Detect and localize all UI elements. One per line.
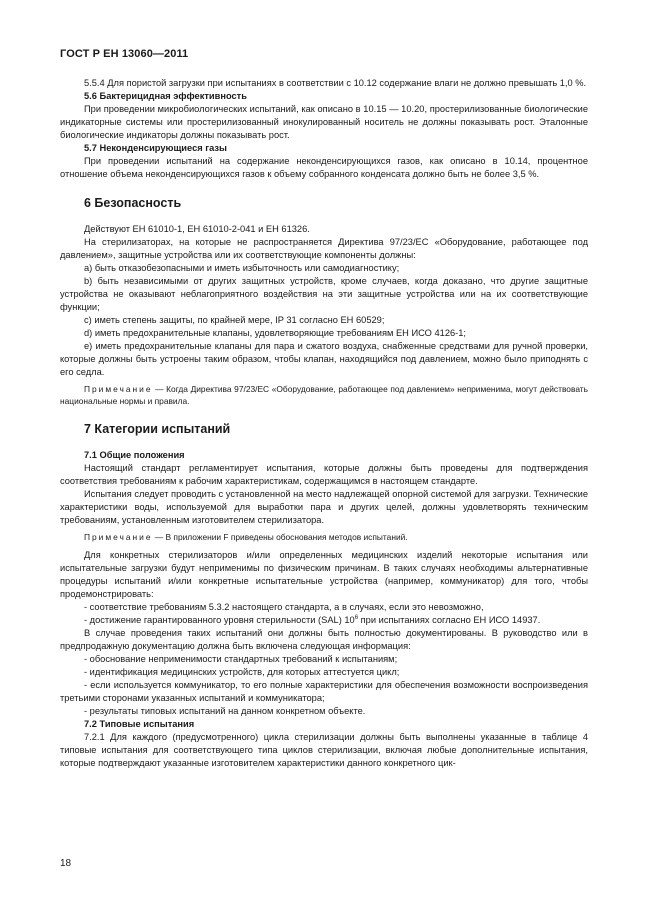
dash-item-1: - соответствие требованиям 5.3.2 настоящего стандарта, а в случаях, если это невозможно, [84,602,484,612]
paragraph-7-2-1: 7.2.1 Для каждого (предусмотренного) цикла стерилизации должны быть выполнены указанные в таблице 4 типовые испытания для соответствующего типа циклов стерилизации, включая любые дополнительные испытания, которые подтверждают указанные изготовителем характеристики данного конкретного цик- [60,732,588,768]
info-item-1: - обоснование неприменимости стандартных требований к испытаниям; [84,654,398,664]
paragraph-7-1-b: Испытания следует проводить с установленной на место надлежащей опорной системой для загрузки. Технические характеристики воды, используемой для выработки пара и других целей, должны удовлетворять техническим требованиям, установленным изготовителем стерилизатора. [60,489,588,525]
list-item-6-a: a) быть отказобезопасными и иметь избыточность или самодиагностику; [84,263,400,273]
subsection-7-1-heading: 7.1 Общие положения [84,450,185,460]
paragraph-5-6: При проведении микробиологических испытаний, как описано в 10.15 — 10.20, простерилизованные биологические индикаторные системы или простерилизованный инокулированный носитель не должны показывать рост. Эталонные биологические индикаторы должны показывать рост. [60,104,588,140]
subsection-7-2-heading: 7.2 Типовые испытания [84,719,195,729]
note-7-text: — В приложении F приведены обоснования методов испытаний. [152,532,408,542]
paragraph-7-1-c: Для конкретных стерилизаторов и/или определенных медицинских изделий некоторые испытания или испытательные загрузки будут неприменимы по физическим причинам. В таких случаях необходимы альтернативные процедуры испытаний и/или конкретные испытательные устройства (например, коммуникатор) для того, чтобы продемонстрировать: [60,550,588,599]
note-6-label: Примечание [84,384,153,394]
page-number: 18 [60,858,72,869]
list-item-6-d: d) иметь предохранительные клапаны, удовлетворяющие требованиям ЕН ИСО 4126-1; [84,328,467,338]
document-header: ГОСТ Р ЕН 13060—2011 [60,48,189,60]
paragraph-6-standards: Действуют ЕН 61010-1, ЕН 61010-2-041 и ЕН 61326. [84,224,310,234]
section-7-heading: 7 Категории испытаний [84,422,231,436]
subsection-5-7-heading: 5.7 Неконденсирующиеся газы [84,143,227,153]
paragraph-5-7: При проведении испытаний на содержание неконденсирующихся газов, как описано в 10.14, процентное отношение объема неконденсирующихся газов к объему собранного конденсата должно быть не более 3,5 %. [60,156,588,179]
subsection-5-6-heading: 5.6 Бактерицидная эффективность [84,91,247,101]
document-body [60,77,588,770]
list-item-6-e: e) иметь предохранительные клапаны для пара и сжатого воздуха, снабженные средствами для ручной проверки, которые должны быть устроены таким образом, чтобы клапан, находящийся под давлением, можно было приподнять с его седла. [60,341,588,377]
list-item-6-c: c) иметь степень защиты, по крайней мере, IP 31 согласно ЕН 60529; [84,315,385,325]
paragraph-5-5-4: 5.5.4 Для пористой загрузки при испытаниях в соответствии с 10.12 содержание влаги не должно превышать 1,0 %. [84,78,587,88]
dash-item-2-text: - достижение гарантированного уровня стерильности (SAL) 10 [84,615,355,625]
paragraph-6-intro: На стерилизаторах, на которые не распространяется Директива 97/23/ЕС «Оборудование, работающее под давлением», защитные устройства или их соответствующие компоненты должны: [60,237,588,260]
note-7 [60,531,588,543]
note-6 [60,383,588,407]
dash-item-2 [60,614,588,627]
dash-item-2-tail: при испытаниях согласно ЕН ИСО 14937. [358,615,541,625]
note-6-text: — Когда Директива 97/23/ЕС «Оборудование, работающее под давлением» неприменима, могут действовать национальные нормы и правила. [60,384,588,406]
info-item-3: - если используется коммуникатор, то его полные характеристики для обеспечения возможности воспроизведения третьими сторонами указанных испытаний и коммуникатора; [60,680,588,703]
info-item-4: - результаты типовых испытаний на данном конкретном объекте. [84,706,366,716]
note-7-label: Примечание [84,532,153,542]
list-item-6-b: b) быть независимыми от других защитных устройств, кроме случаев, когда доказано, что другие защитные устройства не оказывают неблагоприятного воздействия на эти защитные устройства или на их соответствующие функции; [60,276,588,312]
paragraph-7-1-a: Настоящий стандарт регламентирует испытания, которые должны быть проведены для подтверждения соответствия требованиям к рабочим характеристикам, содержащимся в настоящем стандарте. [60,463,588,486]
section-6-heading: 6 Безопасность [84,196,182,210]
sal-exponent: 6 [354,614,359,621]
paragraph-7-1-d: В случае проведения таких испытаний они должны быть полностью документированы. В руководство или в предпродажную документацию должна быть включена следующая информация: [60,628,588,651]
info-item-2: - идентификация медицинских устройств, для которых аттестуется цикл; [84,667,400,677]
